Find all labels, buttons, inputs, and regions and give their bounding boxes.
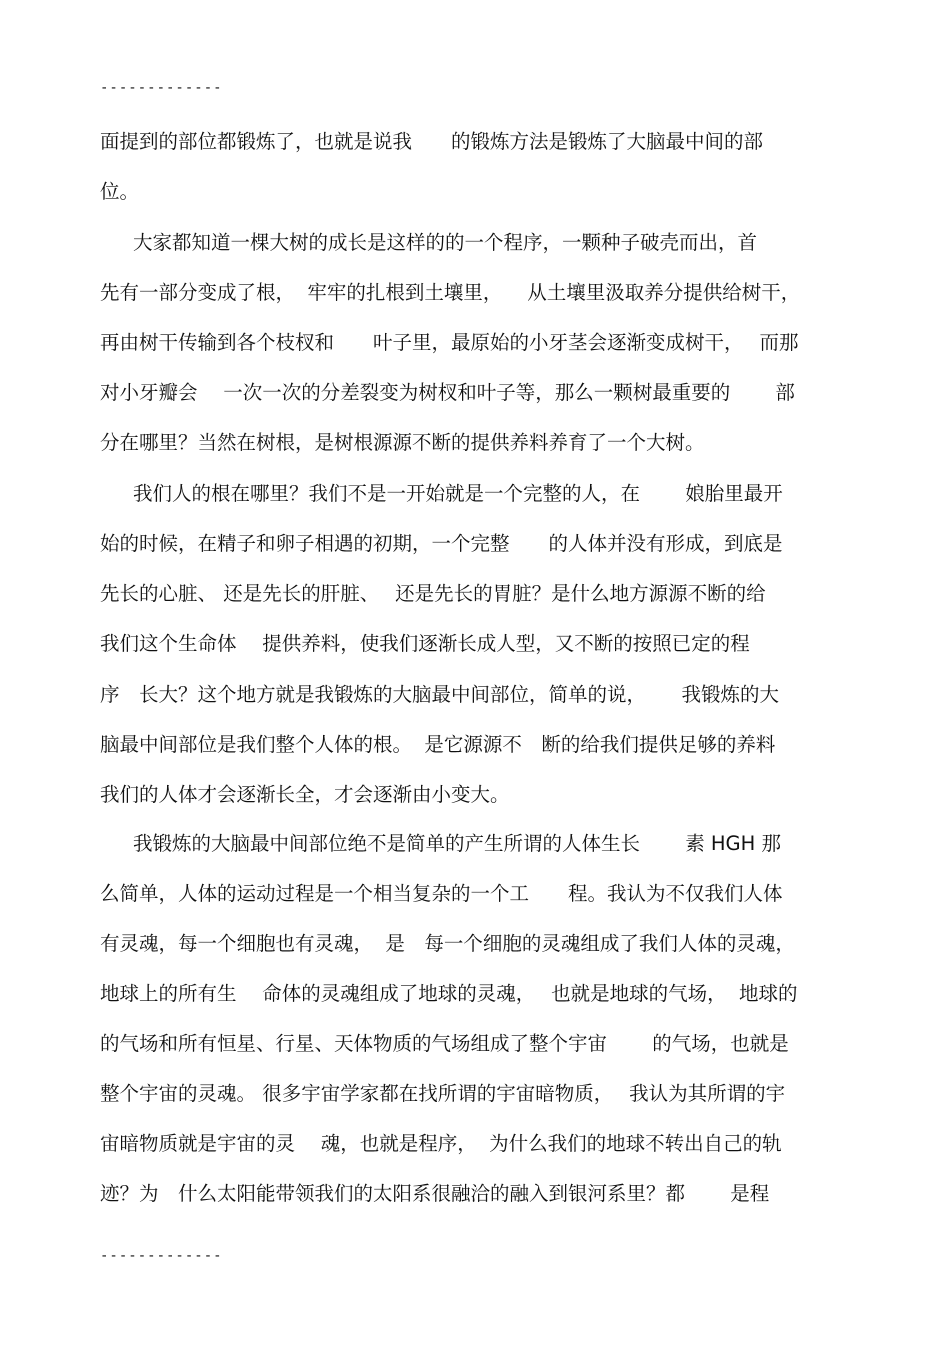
text-line: 位。 xyxy=(100,180,140,203)
text-line: 序 长大？这个地方就是我锻炼的大脑最中间部位，简单的说， 我锻炼的大 xyxy=(100,683,779,706)
text-line: 我锻炼的大脑最中间部位绝不是简单的产生所谓的人体生长 素 HGH 那 xyxy=(133,832,782,855)
top-separator: ------------- xyxy=(100,80,223,96)
text-line: 宙暗物质就是宇宙的灵 魂，也就是程序， 为什么我们的地球不转出自己的轨 xyxy=(100,1132,782,1155)
text-line: 分在哪里？当然在树根，是树根源源不断的提供养料养育了一个大树。 xyxy=(100,431,705,454)
text-line: 我们的人体才会逐渐长全，才会逐渐由小变大。 xyxy=(100,783,510,806)
text-line: 对小牙瓣会 一次一次的分差裂变为树杈和叶子等，那么一颗树最重要的 部 xyxy=(100,381,795,404)
text-line: 再由树干传输到各个枝杈和 叶子里，最原始的小牙茎会逐渐变成树干， 而那 xyxy=(100,331,799,354)
text-line: 的气场和所有恒星、行星、天体物质的气场组成了整个宇宙 的气场，也就是 xyxy=(100,1032,789,1055)
text-line: 地球上的所有生 命体的灵魂组成了地球的灵魂， 也就是地球的气场， 地球的 xyxy=(100,982,798,1005)
text-line: 始的时候，在精子和卵子相遇的初期，一个完整 的人体并没有形成，到底是 xyxy=(100,532,783,555)
text-line: 面提到的部位都锻炼了，也就是说我 的锻炼方法是锻炼了大脑最中间的部 xyxy=(100,130,764,153)
text-line: 先有一部分变成了根， 牢牢的扎根到土壤里， 从土壤里汲取养分提供给树干， xyxy=(100,281,801,304)
text-line: 大家都知道一棵大树的成长是这样的的一个程序，一颗种子破壳而出，首 xyxy=(133,231,758,254)
bottom-separator: ------------- xyxy=(100,1248,223,1264)
text-line: 我们人的根在哪里？我们不是一开始就是一个完整的人，在 娘胎里最开 xyxy=(133,482,783,505)
text-line: 迹？为 什么太阳能带领我们的太阳系很融洽的融入到银河系里？都 是程 xyxy=(100,1182,770,1205)
text-line: 先长的心脏、 还是先长的肝脏、 还是先长的胃脏？是什么地方源源不断的给 xyxy=(100,582,766,605)
text-line: 脑最中间部位是我们整个人体的根。 是它源源不 断的给我们提供足够的养料 xyxy=(100,733,776,756)
text-line: 有灵魂，每一个细胞也有灵魂， 是 每一个细胞的灵魂组成了我们人体的灵魂， xyxy=(100,932,795,955)
text-line: 整个宇宙的灵魂。 很多宇宙学家都在找所谓的宇宙暗物质， 我认为其所谓的宇 xyxy=(100,1082,786,1105)
text-line: 么简单，人体的运动过程是一个相当复杂的一个工 程。我认为不仅我们人体 xyxy=(100,882,783,905)
text-line: 我们这个生命体 提供养料，使我们逐渐长成人型，又不断的按照已定的程 xyxy=(100,632,750,655)
